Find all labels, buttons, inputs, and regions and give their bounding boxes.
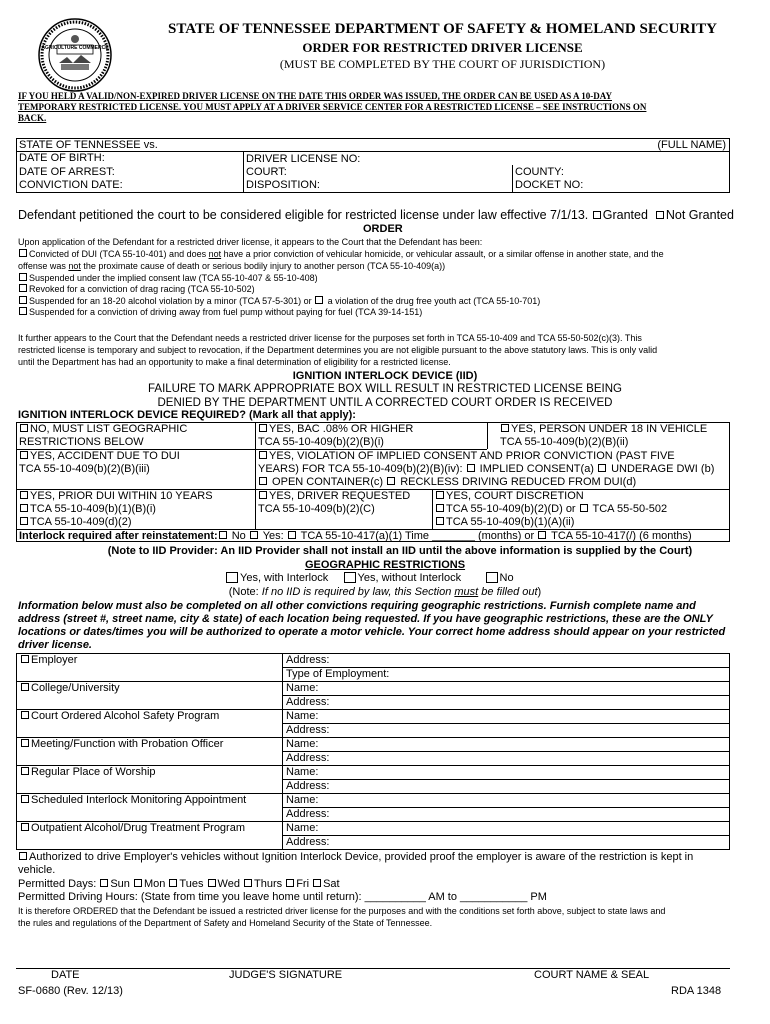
driver-requested-cell — [258, 490, 410, 516]
day-label-mon: Mon — [143, 878, 166, 890]
state-vs-label: STATE OF TENNESSEE vs. — [19, 139, 158, 151]
permitted-days-line — [18, 878, 340, 890]
location-field-1[interactable]: Name: — [283, 766, 730, 780]
court-note: (MUST BE COMPLETED BY THE COURT OF JURISDICTION) — [279, 57, 606, 71]
failure-line-1: FAILURE TO MARK APPROPRIATE BOX WILL RESULT IN RESTRICTED LICENSE BEING — [148, 383, 622, 395]
underage-text-b: a violation of the drug free youth act (TCA 55-10-701) — [325, 296, 541, 306]
location-checkbox[interactable] — [21, 739, 29, 747]
location-field-1[interactable]: Name: — [283, 822, 730, 836]
dui-line-1 — [18, 249, 664, 259]
location-label-cell — [17, 822, 283, 850]
under18-cell — [500, 423, 707, 449]
geo-no-checkbox[interactable] — [486, 572, 498, 583]
prior-dui-b1-checkbox[interactable] — [20, 504, 28, 512]
location-field-2[interactable]: Address: — [283, 752, 730, 766]
judge-signature-label: JUDGE'S SIGNATURE — [229, 969, 343, 981]
fuel-checkbox[interactable] — [19, 307, 27, 315]
court-discretion-text-1: YES, COURT DISCRETION — [446, 490, 584, 502]
dui-text-c: have a prior conviction of vehicular homicide, or vehicular assault, or a similar offense in another state, and the — [221, 249, 664, 259]
dui-checkbox[interactable] — [19, 249, 27, 257]
county-label: COUNTY: — [515, 166, 564, 178]
location-label: Outpatient Alcohol/Drug Treatment Program — [31, 822, 245, 834]
violation-text-3a: OPEN CONTAINER(c) — [269, 476, 387, 488]
accident-checkbox[interactable] — [20, 451, 28, 459]
day-checkbox-thurs[interactable] — [244, 879, 252, 887]
location-field-2[interactable]: Address: — [283, 696, 730, 710]
implied-consent-line — [18, 273, 318, 283]
no-geo-cell — [19, 423, 187, 449]
geo-no-label: No — [499, 572, 514, 584]
further-line-1: It further appears to the Court that the Defendant needs a restricted driver license for the purposes set forth in TCA 55-10-409 and TCA 55-50-502(c)(3). This — [18, 333, 642, 343]
location-label: College/University — [31, 682, 120, 694]
prior-dui-d2-checkbox[interactable] — [20, 517, 28, 525]
location-label-cell — [17, 766, 283, 794]
order-intro: Upon application of the Defendant for a restricted driver license, it appears to the Court that the Defendant has been: — [18, 237, 483, 247]
violation-text-3b: RECKLESS DRIVING REDUCED FROM DUI(d) — [397, 476, 637, 488]
location-label: Regular Place of Worship — [31, 766, 156, 778]
location-field-2[interactable]: Address: — [283, 780, 730, 794]
no-geo-text-1: NO, MUST LIST GEOGRAPHIC — [30, 423, 188, 435]
location-field-2[interactable]: Address: — [283, 836, 730, 850]
location-field-1[interactable]: Name: — [283, 794, 730, 808]
reinstatement-yes-checkbox[interactable] — [250, 531, 258, 539]
underage-dwi-checkbox[interactable] — [598, 464, 606, 472]
location-checkbox[interactable] — [21, 767, 29, 775]
underage-text-a: Suspended for an 18-20 alcohol violation by a minor (TCA 57-5-301) or — [29, 296, 315, 306]
reckless-driving-checkbox[interactable] — [387, 477, 395, 485]
violation-text-2b: IMPLIED CONSENT(a) — [476, 463, 598, 475]
court-seal-label: COURT NAME & SEAL — [534, 969, 650, 981]
form-subtitle: ORDER FOR RESTRICTED DRIVER LICENSE — [302, 40, 583, 55]
location-label-cell — [17, 738, 283, 766]
accident-text-2: TCA 55-10-409(b)(2)(B)(iii) — [19, 463, 150, 475]
petition-line — [18, 208, 734, 222]
location-label-cell — [17, 654, 283, 682]
employer-vehicle-text-2: vehicle. — [18, 864, 56, 876]
page-title: STATE OF TENNESSEE DEPARTMENT OF SAFETY & HOMELAND SECURITY — [167, 21, 717, 37]
location-field-2[interactable]: Type of Employment: — [283, 668, 730, 682]
geo-heading: GEOGRAPHIC RESTRICTIONS — [304, 559, 466, 571]
table-row — [17, 766, 730, 780]
granted-label: Granted — [602, 208, 648, 222]
location-field-1[interactable]: Name: — [283, 682, 730, 696]
underage-checkbox[interactable] — [19, 296, 27, 304]
reinstatement-no-label: No — [228, 530, 249, 542]
location-label-cell — [17, 710, 283, 738]
day-label-thurs: Thurs — [254, 878, 283, 890]
no-geo-text-2: RESTRICTIONS BELOW — [19, 436, 144, 448]
with-interlock-label: Yes, with Interlock — [240, 572, 329, 584]
location-field-1[interactable]: Name: — [283, 710, 730, 724]
court-discretion-cell — [435, 490, 667, 529]
reinstatement-no-checkbox[interactable] — [219, 531, 227, 539]
date-label: DATE — [51, 969, 80, 981]
location-checkbox[interactable] — [21, 711, 29, 719]
court-discretion-checkbox[interactable] — [436, 491, 444, 499]
geo-note — [0, 586, 770, 598]
implied-consent-text: Suspended under the implied consent law (TCA 55-10-407 & 55-10-408) — [29, 273, 318, 283]
driver-requested-text-2: TCA 55-10-409(b)(2)(C) — [258, 503, 375, 515]
fuel-line — [18, 307, 422, 317]
court-discretion-text-2b: TCA 55-50-502 — [589, 503, 668, 515]
discretion-502-checkbox[interactable] — [580, 504, 588, 512]
day-checkbox-sat[interactable] — [313, 879, 321, 887]
day-checkbox-fri[interactable] — [286, 879, 294, 887]
warning-line-3: BACK. — [18, 113, 47, 123]
drag-racing-line — [18, 284, 255, 294]
not-granted-checkbox[interactable] — [656, 211, 664, 219]
under18-checkbox[interactable] — [501, 424, 509, 432]
employer-vehicle-line — [18, 851, 693, 877]
reinstatement-label: Interlock required after reinstatement: — [19, 530, 218, 542]
court-discretion-text-2a: TCA 55-10-409(b)(2)(D) or — [446, 503, 579, 515]
location-label-cell — [17, 794, 283, 822]
location-field-2[interactable]: Address: — [283, 808, 730, 822]
accident-cell — [19, 450, 180, 476]
iid-provider-note: (Note to IID Provider: An IID Provider shall not install an IID until the above information is supplied by the Court) — [107, 545, 693, 557]
dui-line-2 — [18, 261, 445, 271]
location-label: Employer — [31, 654, 78, 666]
reinstatement-a1-text: TCA 55-10-417(a)(1) Time _______ (months) or — [297, 530, 538, 542]
table-row — [17, 822, 730, 836]
prior-dui-text-1: YES, PRIOR DUI WITHIN 10 YEARS — [30, 490, 213, 502]
location-checkbox[interactable] — [21, 795, 29, 803]
drug-free-checkbox[interactable] — [315, 296, 323, 304]
under18-text-2: TCA 55-10-409(b)(2)(B)(ii) — [500, 436, 629, 448]
dui2-text-a: offense was — [18, 261, 69, 271]
prior-dui-cell — [19, 490, 213, 529]
under18-text-1: YES, PERSON UNDER 18 IN VEHICLE — [511, 423, 708, 435]
fuel-text: Suspended for a conviction of driving away from fuel pump without paying for fuel (TCA 39-14-151) — [29, 307, 423, 317]
location-checkbox[interactable] — [21, 655, 29, 663]
day-checkbox-sun[interactable] — [100, 879, 108, 887]
failure-line-2: DENIED BY THE DEPARTMENT UNTIL A CORRECTED COURT ORDER IS RECEIVED — [157, 397, 613, 409]
iid-grid — [16, 422, 730, 542]
dui2-text-c: the proximate cause of death or serious bodily injury to another person (TCA 55-10-409(a)) — [80, 261, 446, 271]
day-label-tues: Tues — [179, 878, 204, 890]
no-geo-checkbox[interactable] — [20, 424, 28, 432]
location-label-cell — [17, 682, 283, 710]
dui-text-not: not — [208, 249, 222, 259]
violation-checkbox[interactable] — [259, 451, 267, 459]
location-checkbox[interactable] — [21, 823, 29, 831]
further-line-2: restricted license is temporary and subject to revocation, if the Department determines you are not eligible pursuant to the above statutory laws. This is only valid — [18, 345, 658, 355]
reinstatement-6mo-checkbox[interactable] — [538, 531, 546, 539]
ordered-line-1: It is therefore ORDERED that the Defendant be issued a restricted driver license for the purposes and with the conditions set forth above, subject to state laws and — [18, 906, 666, 916]
location-table — [16, 653, 730, 850]
open-container-checkbox[interactable] — [259, 477, 267, 485]
conviction-date-label: CONVICTION DATE: — [19, 179, 123, 191]
further-line-3: until the Department has had an opportunity to make a final determination of eligibility for a restricted license. — [18, 357, 451, 367]
location-field-1[interactable]: Address: — [283, 654, 730, 668]
geo-note-a: (Note: — [228, 586, 262, 598]
iid-heading: IGNITION INTERLOCK DEVICE (IID) — [292, 370, 478, 382]
accident-text-1: YES, ACCIDENT DUE TO DUI — [30, 450, 180, 462]
bac-text-2: TCA 55-10-409(b)(2)(B)(i) — [258, 436, 384, 448]
bac-text-1: YES, BAC .08% OR HIGHER — [269, 423, 414, 435]
day-checkbox-wed[interactable] — [208, 879, 216, 887]
underage-line — [18, 296, 540, 306]
day-checkbox-mon[interactable] — [134, 879, 142, 887]
location-field-2[interactable]: Address: — [283, 724, 730, 738]
dob-label: DATE OF BIRTH: — [19, 152, 105, 164]
day-label-sun: Sun — [110, 878, 130, 890]
employer-vehicle-checkbox[interactable] — [19, 852, 27, 860]
not-granted-label: Not Granted — [665, 208, 734, 222]
license-no-label: DRIVER LICENSE NO: — [246, 153, 361, 165]
geo-note-b: If no IID is required by law, this Section — [261, 586, 455, 598]
table-row — [17, 682, 730, 696]
dui-text-a: Convicted of DUI (TCA 55-10-401) and does — [29, 249, 209, 259]
employer-vehicle-text: Authorized to drive Employer's vehicles without Ignition Interlock Device, provided proof the employer is aware of the restriction is kept in — [29, 851, 694, 863]
rda-number: RDA 1348 — [671, 985, 722, 997]
docket-label: DOCKET NO: — [515, 179, 584, 191]
prior-dui-text-2: TCA 55-10-409(b)(1)(B)(i) — [30, 503, 156, 515]
reinstatement-line — [19, 530, 692, 543]
geo-info-2: address (street #, street name, city & state) of each location being requested. If you have geographic restrictions, these are the ONLY — [18, 613, 713, 625]
geo-info-3: locations or dates/times you will be authorized to operate a motor vehicle. Your correct home address should appear on your restricted — [18, 626, 726, 638]
geo-options — [226, 572, 514, 584]
permitted-days-label: Permitted Days: — [18, 878, 100, 890]
location-checkbox[interactable] — [21, 683, 29, 691]
prior-dui-text-3: TCA 55-10-409(d)(2) — [30, 516, 132, 528]
without-interlock-checkbox[interactable] — [344, 572, 356, 583]
location-field-1[interactable]: Name: — [283, 738, 730, 752]
prior-dui-checkbox[interactable] — [20, 491, 28, 499]
case-info-box — [16, 138, 730, 193]
permitted-hours-line: Permitted Driving Hours: (State from time you leave home until return): __________ AM to ___________ PM — [18, 891, 547, 903]
geo-note-d: be filled out — [478, 586, 538, 598]
location-label: Scheduled Interlock Monitoring Appointment — [31, 794, 247, 806]
table-row — [17, 794, 730, 808]
violation-cell — [258, 450, 714, 489]
petition-text: Defendant petitioned the court to be considered eligible for restricted license under law effective 7/1/13. — [18, 208, 589, 222]
table-row — [17, 654, 730, 668]
ordered-line-2: the rules and regulations of the Department of Safety and Homeland Security of the State of Tennessee. — [18, 918, 433, 928]
drag-racing-text: Revoked for a conviction of drag racing (TCA 55-10-502) — [29, 284, 255, 294]
implied-consent-checkbox[interactable] — [19, 273, 27, 281]
day-label-sat: Sat — [323, 878, 340, 890]
day-label-fri: Fri — [296, 878, 310, 890]
drag-racing-checkbox[interactable] — [19, 284, 27, 292]
day-checkbox-tues[interactable] — [169, 879, 177, 887]
warning-line-1: IF YOU HELD A VALID/NON-EXPIRED DRIVER LICENSE ON THE DATE THIS ORDER WAS ISSUED, THE ORDER CAN BE USED AS A 10-DAY — [18, 91, 612, 101]
arrest-date-label: DATE OF ARREST: — [19, 166, 115, 178]
discretion-d-checkbox[interactable] — [436, 504, 444, 512]
bac-cell — [258, 423, 413, 449]
dui2-text-not: not — [68, 261, 81, 271]
implied-consent-a-checkbox[interactable] — [467, 464, 475, 472]
with-interlock-checkbox[interactable] — [226, 572, 238, 583]
table-row — [17, 738, 730, 752]
location-label: Court Ordered Alcohol Safety Program — [31, 710, 220, 722]
reinstatement-6mo-text: TCA 55-10-417(/) (6 months) — [548, 530, 692, 542]
driver-requested-text-1: YES, DRIVER REQUESTED — [269, 490, 411, 502]
geo-info-4: driver license. — [18, 639, 92, 651]
disposition-label: DISPOSITION: — [246, 179, 320, 191]
day-label-wed: Wed — [217, 878, 240, 890]
violation-text-2c: UNDERAGE DWI (b) — [608, 463, 715, 475]
location-label: Meeting/Function with Probation Officer — [31, 738, 224, 750]
full-name-label: (FULL NAME) — [657, 139, 726, 151]
violation-text-2a: YEARS) FOR TCA 55-10-409(b)(2)(B)(iv): — [258, 463, 466, 475]
order-heading: ORDER — [363, 223, 403, 235]
form-number: SF-0680 (Rev. 12/13) — [18, 985, 123, 997]
without-interlock-label: Yes, without Interlock — [357, 572, 462, 584]
geo-note-must: must — [454, 586, 479, 598]
reinstatement-yes-label: Yes: — [259, 530, 287, 542]
geo-info-1: Information below must also be completed on all other convictions requiring geographic restrictions. Furnish complete name and — [18, 600, 696, 612]
court-label: COURT: — [246, 166, 287, 178]
geo-note-e: ) — [537, 586, 542, 598]
granted-checkbox[interactable] — [593, 211, 601, 219]
warning-line-2: TEMPORARY RESTRICTED LICENSE. YOU MUST APPLY AT A DRIVER SERVICE CENTER FOR A RESTRICTED LICENSE – SEE INSTRUCTIONS ON — [18, 102, 647, 112]
violation-text-1: YES, VIOLATION OF IMPLIED CONSENT AND PRIOR CONVICTION (PAST FIVE — [269, 450, 675, 462]
table-row — [17, 710, 730, 724]
reinstatement-a1-checkbox[interactable] — [288, 531, 296, 539]
bac-checkbox[interactable] — [259, 424, 267, 432]
iid-required-label: IGNITION INTERLOCK DEVICE REQUIRED? (Mark all that apply): — [18, 409, 356, 421]
court-discretion-text-3: TCA 55-10-409(b)(1)(A)(ii) — [446, 516, 575, 528]
seal-text: AGRICULTURE COMMERCE — [41, 45, 109, 51]
discretion-aii-checkbox[interactable] — [436, 517, 444, 525]
driver-requested-checkbox[interactable] — [259, 491, 267, 499]
